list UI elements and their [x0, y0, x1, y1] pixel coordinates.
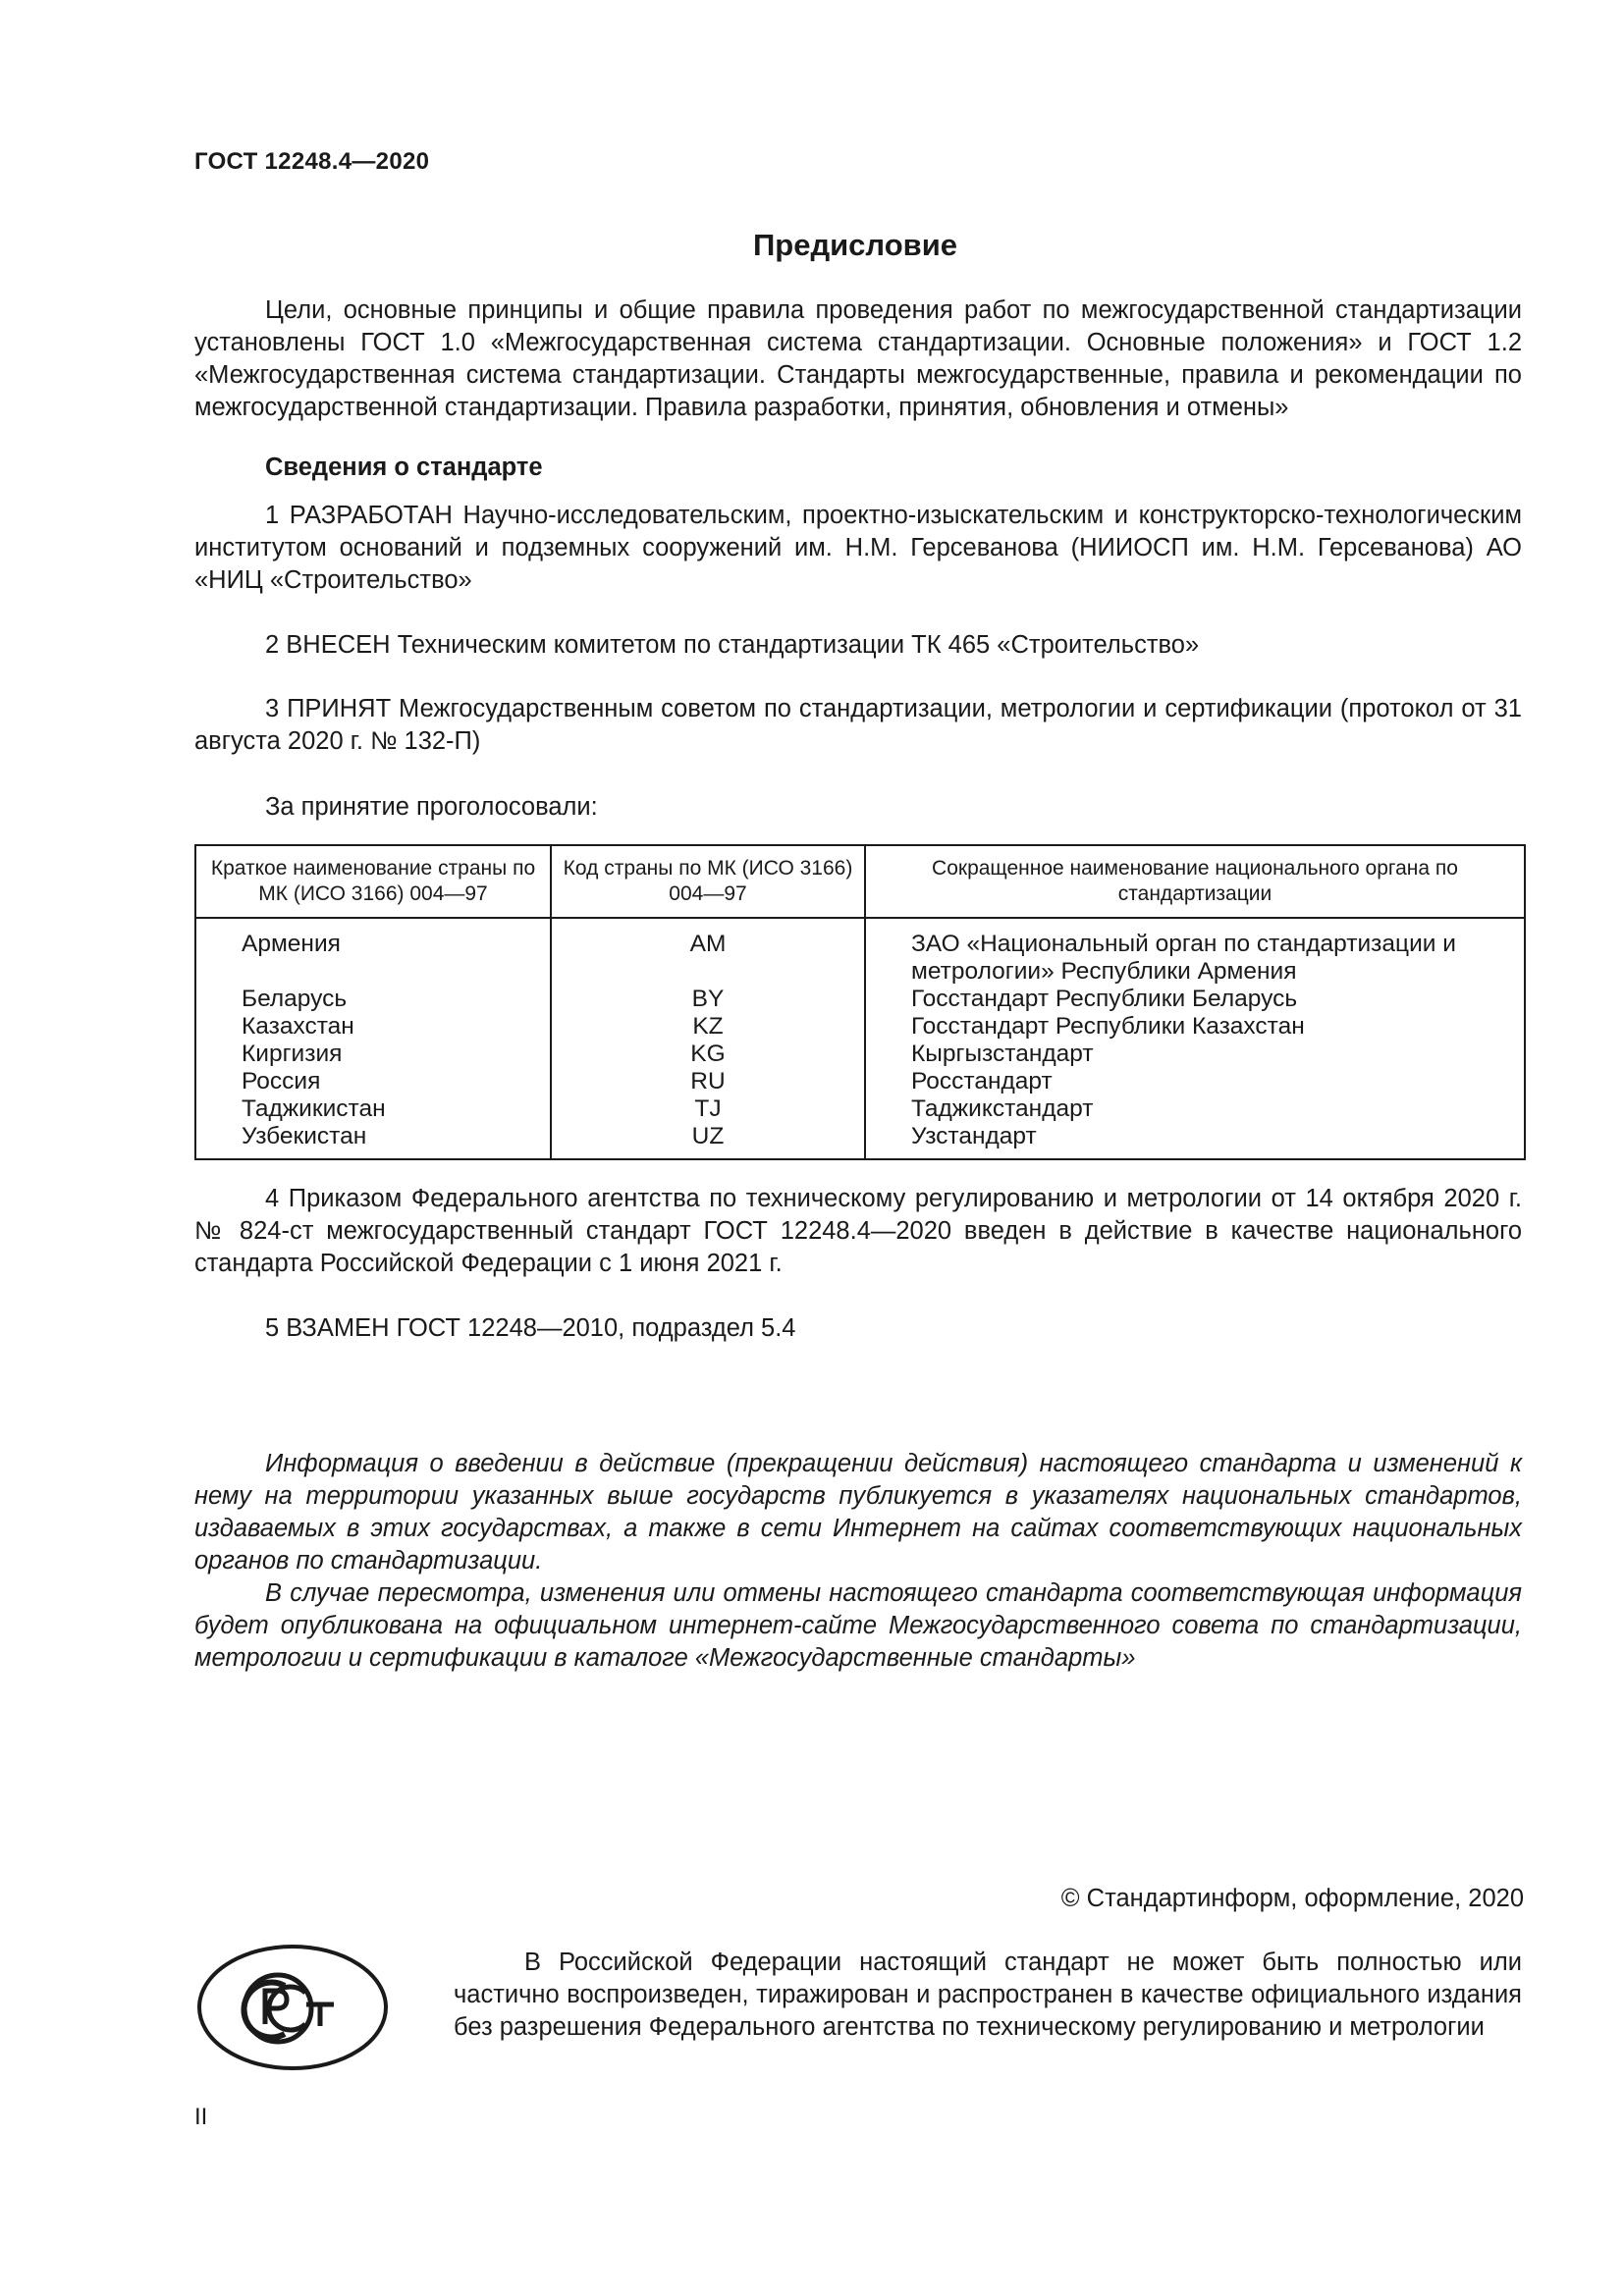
- table-row: [195, 1068, 1525, 1095]
- reproduction-notice: В Российской Федерации настоящий стандарт не может быть полностью или частично воспроизведен, тиражирован и распространен в качестве официального издания без разрешения Федерального агентства по техническому регулированию и метрологии: [454, 1949, 1522, 2041]
- item-developed: 1 РАЗРАБОТАН Научно-исследовательским, проектно-изыскательским и конструкторско-технологическим институтом оснований и подземных сооружений им. Н.М. Герсеванова (НИИОСП им. Н.М. Герсеванова) АО «НИЦ «Строительство»: [194, 502, 1522, 594]
- table-row: [195, 986, 1525, 1013]
- standard-code: ГОСТ 12248.4—2020: [194, 148, 430, 175]
- table-row: [195, 1041, 1525, 1068]
- cell-country: Киргизия: [195, 1041, 551, 1068]
- table-row: [195, 1095, 1525, 1123]
- item-replaces: 5 ВЗАМЕН ГОСТ 12248—2010, подраздел 5.4: [265, 1314, 796, 1342]
- voting-countries-table: [194, 844, 1526, 1160]
- item-order: 4 Приказом Федерального агентства по техническому регулированию и метрологии от 14 октября 2020 г. № 824-ст межгосударственный стандарт ГОСТ 12248.4—2020 введен в действие в качестве национального стандарта Российской Федерации с 1 июня 2021 г.: [194, 1185, 1522, 1277]
- cell-code: KZ: [551, 1013, 865, 1041]
- cell-country: Узбекистан: [195, 1123, 551, 1159]
- cell-code: KG: [551, 1041, 865, 1068]
- table-row: [195, 1013, 1525, 1041]
- cell-country: Казахстан: [195, 1013, 551, 1041]
- table-header-row: [195, 845, 1525, 918]
- table-row: [195, 918, 1525, 986]
- cell-body: Узстандарт: [865, 1123, 1525, 1159]
- table-row: [195, 1123, 1525, 1159]
- standard-info-heading: Сведения о стандарте: [265, 454, 543, 481]
- voted-label: За принятие проголосовали:: [265, 793, 598, 821]
- info-note-publication: Информация о введении в действие (прекращении действия) настоящего стандарта и изменений к нему на территории указанных выше государств публикуется в указателях национальных стандартов, издаваемых в этих государствах, а также в сети Интернет на сайтах соответствующих национальных органов по стандартизации.: [194, 1450, 1522, 1575]
- cell-code: BY: [551, 986, 865, 1013]
- header-code: Код страны по МК (ИСО 3166) 004—97: [551, 845, 865, 918]
- page-number: II: [194, 2104, 208, 2130]
- page-title: Предисловие: [752, 228, 957, 262]
- cell-country: Армения: [195, 918, 551, 986]
- cell-code: TJ: [551, 1095, 865, 1123]
- cell-country: Беларусь: [195, 986, 551, 1013]
- cell-body: Госстандарт Республики Беларусь: [865, 986, 1525, 1013]
- cell-country: Россия: [195, 1068, 551, 1095]
- copyright-line: © Стандартинформ, оформление, 2020: [1060, 1885, 1524, 1912]
- intro-paragraph: [194, 294, 1522, 424]
- header-body: Сокращенное наименование национального органа по стандартизации: [865, 845, 1525, 918]
- cell-code: AM: [551, 918, 865, 986]
- item-adopted: 3 ПРИНЯТ Межгосударственным советом по стандартизации, метрологии и сертификации (протокол от 31 августа 2020 г. № 132-П): [194, 695, 1522, 755]
- cell-body: Госстандарт Республики Казахстан: [865, 1013, 1525, 1041]
- cell-body: ЗАО «Национальный орган по стандартизации и метрологии» Республики Армения: [865, 918, 1525, 986]
- cell-body: Росстандарт: [865, 1068, 1525, 1095]
- cell-country: Таджикистан: [195, 1095, 551, 1123]
- cell-body: Таджикстандарт: [865, 1095, 1525, 1123]
- header-country: Краткое наименование страны по МК (ИСО 3166) 004—97: [195, 845, 551, 918]
- info-note-revision: В случае пересмотра, изменения или отмены настоящего стандарта соответствующая информация будет опубликована на официальном интернет-сайте Межгосударственного совета по стандартизации, метрологии и сертификации в каталоге «Межгосударственные стандарты»: [194, 1579, 1522, 1672]
- cell-body: Кыргызстандарт: [865, 1041, 1525, 1068]
- rst-certification-mark-icon: [196, 1944, 389, 2071]
- info-notes: [194, 1448, 1522, 1675]
- cell-code: RU: [551, 1068, 865, 1095]
- item-introduced: 2 ВНЕСЕН Техническим комитетом по стандартизации ТК 465 «Строительство»: [265, 631, 1200, 659]
- cell-code: UZ: [551, 1123, 865, 1159]
- intro-text: Цели, основные принципы и общие правила проведения работ по межгосударственной стандартизации установлены ГОСТ 1.0 «Межгосударственная система стандартизации. Основные положения» и ГОСТ 1.2 «Межгосударственная система стандартизации. Стандарты межгосударственные, правила и рекомендации по межгосударственной стандартизации. Правила разработки, принятия, обновления и отмены»: [194, 296, 1522, 421]
